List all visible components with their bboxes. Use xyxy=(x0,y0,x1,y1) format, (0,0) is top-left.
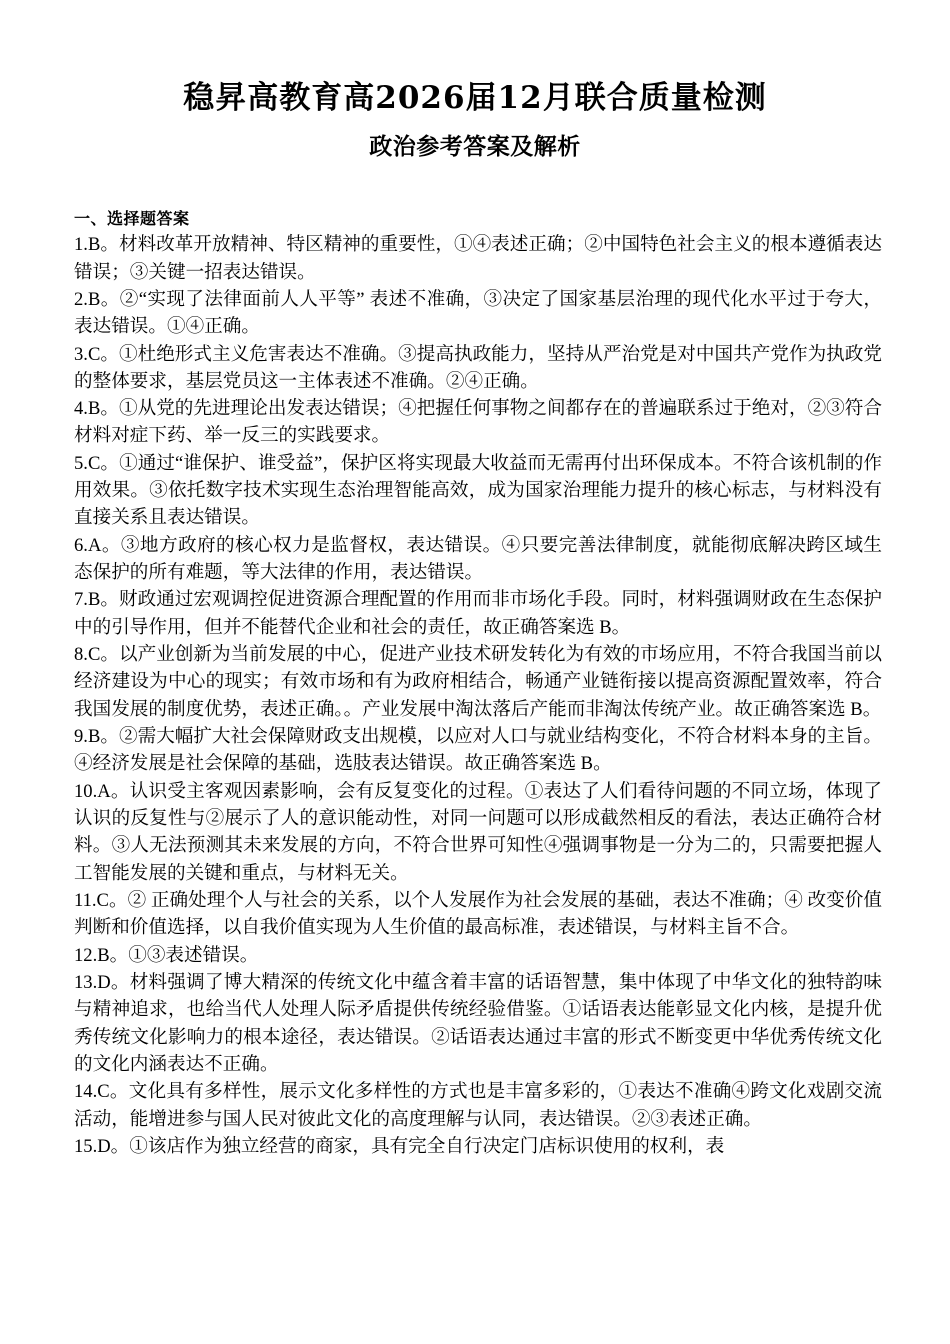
list-item: 13.D。材料强调了博大精深的传统文化中蕴含着丰富的话语智慧，集中体现了中华文化的独特韵味与精神追求，也给当代人处理人际矛盾提供传统经验借鉴。①话语表达能彰显文化内核，是提升优秀传统文化影响力的根本途径，表达错误。②话语表达通过丰富的形式不断变更中华优秀传统文化的文化内涵表达不正确。 xyxy=(74,972,882,1076)
list-item: 15.D。①该店作为独立经营的商家，具有完全自行决定门店标识使用的权利，表 xyxy=(74,1136,725,1158)
page-subtitle: 政治参考答案及解析 xyxy=(369,133,581,161)
list-item: 14.C。文化具有多样性，展示文化多样性的方式也是丰富多彩的，①表达不准确④跨文化戏剧交流活动，能增进参与国人民对彼此文化的高度理解与认同，表达错误。②③表述正确。 xyxy=(74,1081,882,1130)
list-item: 5.C。①通过“谁保护、谁受益”，保护区将实现最大收益而无需再付出环保成本。不符合该机制的作用效果。③依托数字技术实现生态治理智能高效，成为国家治理能力提升的核心标志，与材料没有直接关系且表达错误。 xyxy=(74,452,882,529)
list-item: 2.B。②“实现了法律面前人人平等” 表述不准确，③决定了国家基层治理的现代化水平过于夸大，表达错误。①④正确。 xyxy=(74,288,882,338)
list-item: 12.B。①③表述错误。 xyxy=(74,944,259,966)
list-item: 7.B。财政通过宏观调控促进资源合理配置的作用而非市场化手段。同时，材料强调财政在生态保护中的引导作用，但并不能替代企业和社会的责任，故正确答案选 B。 xyxy=(74,589,882,638)
list-item: 11.C。② 正确处理个人与社会的关系，以个人发展作为社会发展的基础，表达不准确；④ 改变价值判断和价值选择，以自我价值实现为人生价值的最高标准，表述错误，与材料主旨不合。 xyxy=(74,890,882,939)
list-item: 10.A。认识受主客观因素影响，会有反复变化的过程。①表达了人们看待问题的不同立场，体现了认识的反复性与②展示了人的意识能动性，对同一问题可以形成截然相反的看法，表达正确符合材料。③人无法预测其未来发展的方向，不符合世界可知性④强调事物是一分为二的，只需要把握人工智能发展的关键和重点，与材料无关。 xyxy=(74,780,882,884)
list-item: 4.B。①从党的先进理论出发表达错误；④把握任何事物之间都存在的普遍联系过于绝对，②③符合材料对症下药、举一反三的实践要求。 xyxy=(74,398,882,447)
list-item: 9.B。②需大幅扩大社会保障财政支出规模，以应对人口与就业结构变化，不符合材料本身的主旨。④经济发展是社会保障的基础，选肢表达错误。故正确答案选 B。 xyxy=(74,726,882,775)
section-heading: 一、选择题答案 xyxy=(74,209,190,229)
list-item: 3.C。①杜绝形式主义危害表达不准确。③提高执政能力，坚持从严治党是对中国共产党作为执政党的整体要求，基层党员这一主体表述不准确。②④正确。 xyxy=(74,343,882,392)
list-item: 8.C。以产业创新为当前发展的中心，促进产业技术研发转化为有效的市场应用，不符合我国当前以经济建设为中心的现实；有效市场和有为政府相结合，畅通产业链衔接以提高资源配置效率，符合我国发展的制度优势，表述正确。。产业发展中淘汰落后产能而非淘汰传统产业。故正确答案选 B。 xyxy=(74,644,882,720)
answers-list xyxy=(74,231,888,1160)
list-item: 1.B。材料改革开放精神、特区精神的重要性，①④表述正确；②中国特色社会主义的根本遵循表达错误；③关键一招表达错误。 xyxy=(74,234,882,283)
list-item: 6.A。③地方政府的核心权力是监督权，表达错误。④只要完善法律制度，就能彻底解决跨区域生态保护的所有难题，等大法律的作用，表达错误。 xyxy=(74,534,882,584)
page-title: 稳昇高教育高2026届12月联合质量检测 xyxy=(183,80,767,116)
